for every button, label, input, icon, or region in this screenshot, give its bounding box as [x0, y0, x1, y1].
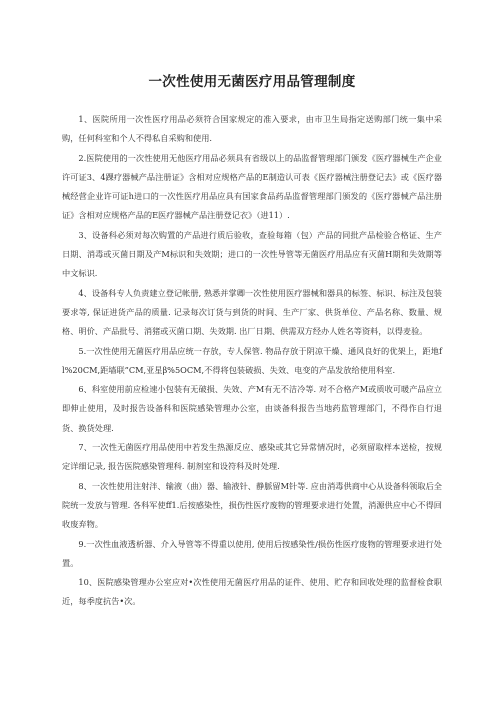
paragraph-6: 6、科室使用前应检速小包装有无破损、失效、产M有无不洁冷等. 对不合格产M或质收可暖产品应立即伸止使用，及时报告设备科和医院感染管理办公室，由谈备科报告当地药监管理部门，不得作自行退货、换货处理. — [62, 384, 442, 433]
paragraph-3: 3、设备科必须对每次购置的产品进行质后验收，查验每箱（包）产品的同批产品检验合格证、生产日期、消毒或灭菌日期及产M标识和失效期；进口的一次性导管等无菌医疗用品应有灭菌H期和失效期等中文标识. — [62, 229, 442, 279]
paragraph-7: 7、一次性无菌医疗用品使用中若发生热源反应、感染或其它异常情况时，必须留取样本送检，按规定详细记录, 报告医院感染管理科. 制剂室和设符科及时处理. — [62, 442, 442, 472]
paragraph-10: 10、医院感染管理办公室应对•次性使用无菌医疗用品的证件、使用、贮存和回收处理的监督检食职近，每季度抗告•次。 — [62, 577, 442, 607]
paragraph-4: 4、设备科专人负责建立登记帐册, 熟悉并掌卿一次性使用医疗器械和器具的标签、标识、标注及包装要求等, 保证进货产品的质量. 记录每次订货与到货的时间、生产厂家、供货单位、产品名称、数量、规格、明价、产品批号、消猪或灭菌口期、失效期. 出厂日期、供需双方经办人姓名等资料，以得麦验。 — [62, 287, 442, 337]
document-body — [62, 110, 442, 612]
paragraph-8: 8、一次性使用注射泮、输液（曲）器、输液针、静脈留M针等. 应由消毒供商中心从设备科领取后全院统一发放与管理. 各科军使ff1.后按感染性，损伤性医疗废物的管理要求进行处置，消源供应中心不得回收废弃物。 — [62, 480, 442, 530]
document-title: 一次性使用无菌医疗用品管理制度 — [148, 74, 356, 90]
paragraph-2: 2.医院使用的一次性使用无他医疗用品必须具有省级以上的品监督管理部门颁发《医疗器械生产企业许可证3、4踝疗器械产品注册证》含相对应规格产品的E制造认可表《医疗器械注册登记去》或《医疗器械经营企业许可证h进口的一次性医疗用品应具有国家食品药品监督管理部门颁发的《医疗器械产品注册证》含相对应规格产品的E医疗器械产品注册登记衣》（进11）. — [62, 152, 442, 221]
paragraph-5: 5.一次性使用无菌医疗用品应统一存放，专人保管. 物品存放于阴凉干燥、通风良好的优架上，距地fl%20CM,距墙联”CM,亚星β%5OCM,不得将包装破损、失效、电变的产品发放给使用科室. — [62, 345, 442, 375]
paragraph-1: 1、医院所用一次性医疗用品必须符合国家规定的准入要求，由市卫生局指定送购部门统一集中采购，任何科室和个人不得私自采购和使用. — [62, 114, 442, 144]
paragraph-9: 9.一次性血液透析器、介入导管等不得重以使用, 使用后按感染性/损伤性医疗废物的管理要求进行处置。 — [62, 538, 442, 568]
